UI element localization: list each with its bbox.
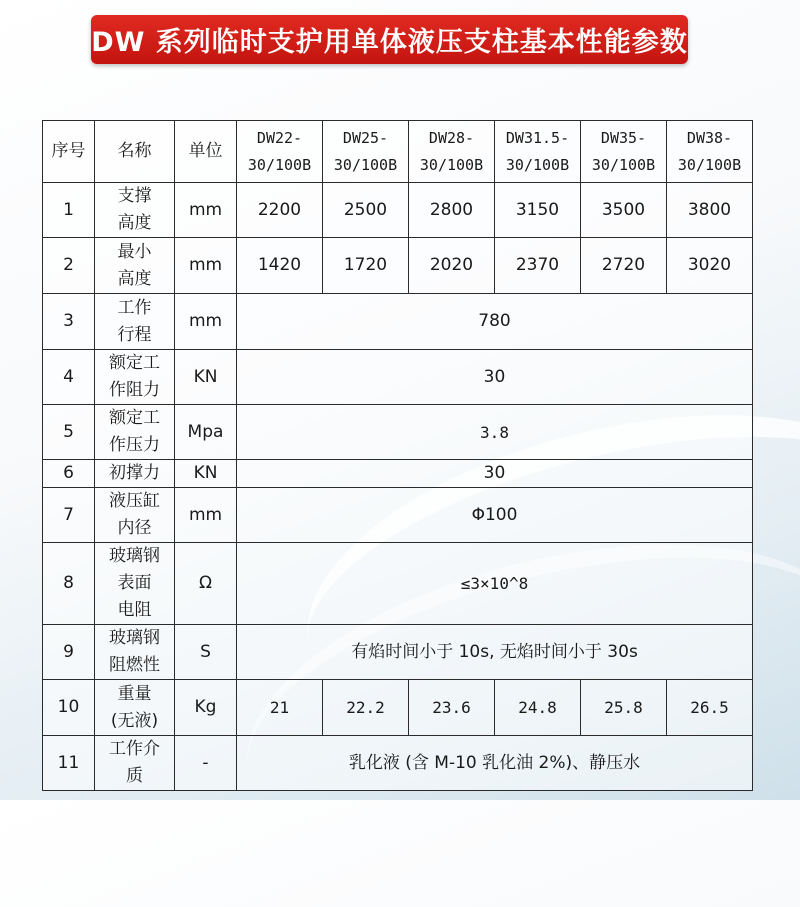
- row-name: 工作 行程: [95, 294, 175, 350]
- row-name: 玻璃钢 表面 电阻: [95, 543, 175, 625]
- row-index: 9: [43, 625, 95, 680]
- table-row: [43, 350, 753, 405]
- header-model: DW22- 30/100B: [237, 121, 323, 183]
- row-name: 支撑 高度: [95, 183, 175, 238]
- cell-value: 23.6: [409, 680, 495, 736]
- cell-value-merged: 30: [237, 460, 753, 488]
- cell-value: 2500: [323, 183, 409, 238]
- header-model: DW38- 30/100B: [667, 121, 753, 183]
- header-index: 序号: [43, 121, 95, 183]
- row-unit: Mpa: [175, 405, 237, 460]
- row-unit: mm: [175, 294, 237, 350]
- cell-value: 22.2: [323, 680, 409, 736]
- cell-value-merged: 30: [237, 350, 753, 405]
- row-name: 额定工 作阻力: [95, 350, 175, 405]
- row-unit: S: [175, 625, 237, 680]
- row-unit: mm: [175, 238, 237, 294]
- row-index: 7: [43, 488, 95, 543]
- table-row: [43, 488, 753, 543]
- table-row: [43, 680, 753, 736]
- cell-value-merged: Φ100: [237, 488, 753, 543]
- row-index: 5: [43, 405, 95, 460]
- cell-value: 2200: [237, 183, 323, 238]
- row-index: 8: [43, 543, 95, 625]
- header-unit: 单位: [175, 121, 237, 183]
- cell-value-merged: ≤3×10^8: [237, 543, 753, 625]
- row-index: 4: [43, 350, 95, 405]
- table-row: [43, 294, 753, 350]
- title-banner: [91, 15, 688, 64]
- cell-value: 2720: [581, 238, 667, 294]
- row-name: 额定工 作压力: [95, 405, 175, 460]
- row-unit: Kg: [175, 680, 237, 736]
- row-unit: mm: [175, 183, 237, 238]
- cell-value: 25.8: [581, 680, 667, 736]
- row-unit: -: [175, 736, 237, 791]
- cell-value-merged: 有焰时间小于 10s, 无焰时间小于 30s: [237, 625, 753, 680]
- cell-value: 3500: [581, 183, 667, 238]
- table-header-row: [43, 121, 753, 183]
- parameter-table: [42, 120, 753, 791]
- table-row: [43, 238, 753, 294]
- cell-value: 1720: [323, 238, 409, 294]
- row-name: 液压缸 内径: [95, 488, 175, 543]
- table-row: [43, 460, 753, 488]
- row-unit: Ω: [175, 543, 237, 625]
- table-row: [43, 543, 753, 625]
- cell-value: 2370: [495, 238, 581, 294]
- cell-value: 2020: [409, 238, 495, 294]
- row-name: 初撑力: [95, 460, 175, 488]
- row-unit: KN: [175, 350, 237, 405]
- cell-value: 3020: [667, 238, 753, 294]
- row-index: 6: [43, 460, 95, 488]
- header-name: 名称: [95, 121, 175, 183]
- row-name: 最小 高度: [95, 238, 175, 294]
- table-row: [43, 625, 753, 680]
- header-model: DW28- 30/100B: [409, 121, 495, 183]
- row-name: 玻璃钢 阻燃性: [95, 625, 175, 680]
- row-unit: mm: [175, 488, 237, 543]
- header-model: DW31.5- 30/100B: [495, 121, 581, 183]
- cell-value-merged: 3.8: [237, 405, 753, 460]
- table-row: [43, 183, 753, 238]
- row-index: 11: [43, 736, 95, 791]
- table-row: [43, 405, 753, 460]
- cell-value-merged: 乳化液 (含 M-10 乳化油 2%)、静压水: [237, 736, 753, 791]
- row-index: 10: [43, 680, 95, 736]
- cell-value: 24.8: [495, 680, 581, 736]
- row-name: 重量 (无液): [95, 680, 175, 736]
- row-unit: KN: [175, 460, 237, 488]
- cell-value: 21: [237, 680, 323, 736]
- row-index: 1: [43, 183, 95, 238]
- cell-value: 3150: [495, 183, 581, 238]
- row-index: 2: [43, 238, 95, 294]
- cell-value: 26.5: [667, 680, 753, 736]
- row-index: 3: [43, 294, 95, 350]
- row-name: 工作介 质: [95, 736, 175, 791]
- header-model: DW25- 30/100B: [323, 121, 409, 183]
- table-row: [43, 736, 753, 791]
- page-title: DW 系列临时支护用单体液压支柱基本性能参数: [91, 27, 688, 58]
- header-model: DW35- 30/100B: [581, 121, 667, 183]
- cell-value: 1420: [237, 238, 323, 294]
- cell-value: 2800: [409, 183, 495, 238]
- cell-value: 3800: [667, 183, 753, 238]
- cell-value-merged: 780: [237, 294, 753, 350]
